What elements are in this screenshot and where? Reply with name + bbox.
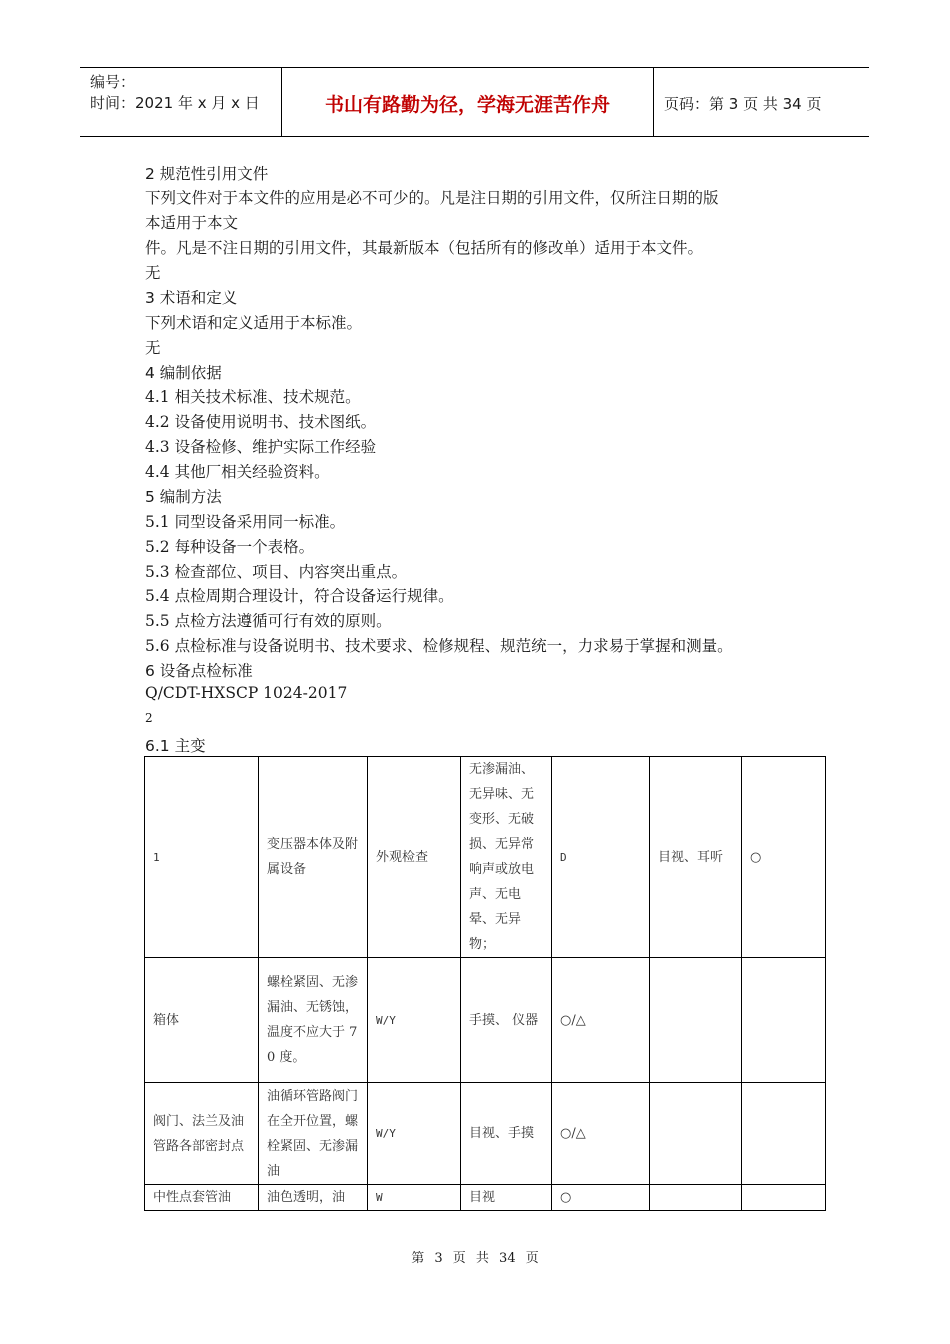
table-cell-standard: 油色透明，油 bbox=[259, 1185, 368, 1211]
section-5-item: 5.2 每种设备一个表格。 bbox=[145, 538, 315, 556]
header-meta-cell bbox=[80, 68, 282, 136]
page-info: 页码：第 3 页 共 34 页 bbox=[664, 95, 822, 113]
table-cell-cycle: D bbox=[552, 757, 650, 958]
table-cell-empty bbox=[650, 1083, 742, 1185]
section-5-item: 5.5 点检方法遵循可行有效的原则。 bbox=[145, 612, 392, 630]
table-cell-part: 中性点套管油 bbox=[145, 1185, 259, 1211]
header-page-cell bbox=[654, 68, 869, 136]
table-cell-item: 外观检查 bbox=[368, 757, 461, 958]
table-row bbox=[145, 757, 826, 958]
table-cell-part: 箱体 bbox=[145, 958, 259, 1083]
document-header bbox=[80, 67, 869, 137]
table-cell-cycle: W/Y bbox=[368, 1083, 461, 1185]
table-cell-method: 目视 bbox=[461, 1185, 552, 1211]
section-5-item: 5.1 同型设备采用同一标准。 bbox=[145, 513, 346, 531]
table-cell-standard: 油循环管路阀门在全开位置，螺栓紧固、无渗漏油 bbox=[259, 1083, 368, 1185]
table-cell-state: ○ bbox=[742, 757, 826, 958]
time-label: 时间：2021 年 x 月 x 日 bbox=[90, 94, 260, 112]
section-4-item: 4.1 相关技术标准、技术规范。 bbox=[145, 388, 361, 406]
table-cell-cycle: W bbox=[368, 1185, 461, 1211]
section-4-item: 4.2 设备使用说明书、技术图纸。 bbox=[145, 413, 377, 431]
table-cell-empty bbox=[742, 958, 826, 1083]
section-6-1-title: 6.1 主变 bbox=[145, 737, 206, 755]
number-label: 编号： bbox=[90, 73, 136, 91]
motto-text: 书山有路勤为径，学海无涯苦作舟 bbox=[324, 94, 610, 116]
section-4-item: 4.3 设备检修、维护实际工作经验 bbox=[145, 438, 377, 456]
table-cell-state: ○/△ bbox=[552, 1083, 650, 1185]
section-2-none: 无 bbox=[145, 264, 161, 282]
section-2-paragraph-line-3: 件。凡是不注日期的引用文件，其最新版本（包括所有的修改单）适用于本文件。 bbox=[145, 239, 704, 257]
table-cell-method: 目视、耳听 bbox=[650, 757, 742, 958]
section-3-paragraph: 下列术语和定义适用于本标准。 bbox=[145, 314, 363, 332]
table-row bbox=[145, 1185, 826, 1211]
table-cell-cycle: W/Y bbox=[368, 958, 461, 1083]
table-cell-empty bbox=[742, 1185, 826, 1211]
table-cell-empty bbox=[742, 1083, 826, 1185]
header-motto-cell bbox=[282, 68, 654, 136]
table-cell-empty bbox=[650, 958, 742, 1083]
section-5-item: 5.3 检查部位、项目、内容突出重点。 bbox=[145, 563, 408, 581]
table-cell-method: 手摸、 仪器 bbox=[461, 958, 552, 1083]
table-cell-method: 目视、手摸 bbox=[461, 1083, 552, 1185]
section-2-paragraph-line-1: 下列文件对于本文件的应用是必不可少的。凡是注日期的引用文件，仅所注日期的版 bbox=[145, 189, 719, 207]
table-cell-equipment: 变压器本体及附属设备 bbox=[259, 757, 368, 958]
section-5-item: 5.6 点检标准与设备说明书、技术要求、检修规程、规范统一，力求易于掌握和测量。 bbox=[145, 637, 733, 655]
document-code: Q/CDT-HXSCP 1024-2017 bbox=[145, 684, 348, 702]
section-3-none: 无 bbox=[145, 339, 161, 357]
inspection-standard-table bbox=[144, 756, 826, 1211]
table-cell-standard: 无渗漏油、无异味、无变形、无破损、无异常响声或放电声、无电晕、无异物； bbox=[461, 757, 552, 958]
section-5-item: 5.4 点检周期合理设计，符合设备运行规律。 bbox=[145, 587, 454, 605]
section-4-item: 4.4 其他厂相关经验资料。 bbox=[145, 463, 330, 481]
table-cell-part: 阀门、法兰及油管路各部密封点 bbox=[145, 1083, 259, 1185]
section-3-title: 3 术语和定义 bbox=[145, 289, 238, 307]
section-4-title: 4 编制依据 bbox=[145, 364, 222, 382]
page-footer: 第 3 页 共 34 页 bbox=[411, 1251, 539, 1266]
section-2-title: 2 规范性引用文件 bbox=[145, 165, 269, 183]
table-cell-state: ○/△ bbox=[552, 958, 650, 1083]
table-row bbox=[145, 1083, 826, 1185]
table-cell-standard: 螺栓紧固、无渗漏油、无锈蚀， 温度不应大于 70 度。 bbox=[259, 958, 368, 1083]
section-6-title: 6 设备点检标准 bbox=[145, 662, 253, 680]
table-cell-state: ○ bbox=[552, 1185, 650, 1211]
section-2-paragraph-line-2: 本适用于本文 bbox=[145, 214, 239, 232]
inline-page-number: 2 bbox=[145, 711, 153, 725]
table-cell-empty bbox=[650, 1185, 742, 1211]
section-5-title: 5 编制方法 bbox=[145, 488, 222, 506]
table-cell-index: 1 bbox=[145, 757, 259, 958]
table-row bbox=[145, 958, 826, 1083]
